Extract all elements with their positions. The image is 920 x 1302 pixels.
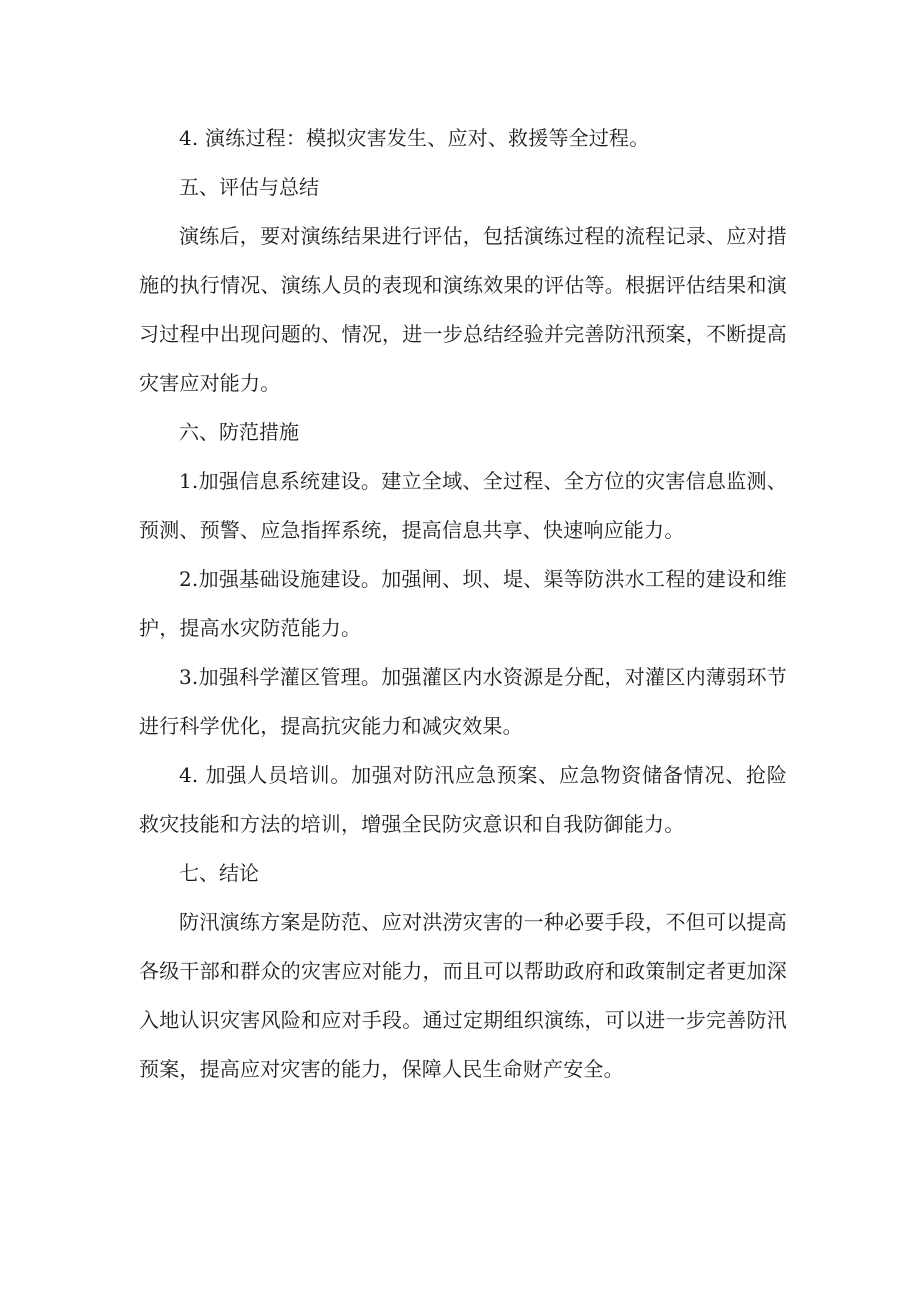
prevention-item-3: 3.加强科学灌区管理。加强灌区内水资源是分配，对灌区内薄弱环节进行科学优化，提高抗灾能力和减灾效果。 [139, 665, 787, 738]
section-heading-evaluation: 五、评估与总结 [179, 175, 319, 199]
conclusion-paragraph: 防汛演练方案是防范、应对洪涝灾害的一种必要手段，不但可以提高各级干部和群众的灾害应对能力，而且可以帮助政府和政策制定者更加深入地认识灾害风险和应对手段。通过定期组织演练，可以进一步完善防汛预案，提高应对灾害的能力，保障人民生命财产安全。 [139, 910, 787, 1081]
prevention-item-4: 4. 加强人员培训。加强对防汛应急预案、应急物资储备情况、抢险救灾技能和方法的培训，增强全民防灾意识和自我防御能力。 [139, 763, 787, 836]
document-body [139, 114, 787, 1094]
prevention-item-1: 1.加强信息系统建设。建立全域、全过程、全方位的灾害信息监测、预测、预警、应急指挥系统，提高信息共享、快速响应能力。 [139, 469, 787, 542]
prevention-item-2: 2.加强基础设施建设。加强闸、坝、堤、渠等防洪水工程的建设和维护，提高水灾防范能力。 [139, 567, 787, 640]
section-heading-prevention: 六、防范措施 [179, 420, 299, 444]
section-heading-conclusion: 七、结论 [179, 861, 259, 885]
drill-process-item: 4. 演练过程：模拟灾害发生、应对、救援等全过程。 [179, 126, 650, 150]
evaluation-paragraph: 演练后，要对演练结果进行评估，包括演练过程的流程记录、应对措施的执行情况、演练人员的表现和演练效果的评估等。根据评估结果和演习过程中出现问题的、情况，进一步总结经验并完善防汛预案，不断提高灾害应对能力。 [139, 224, 787, 395]
